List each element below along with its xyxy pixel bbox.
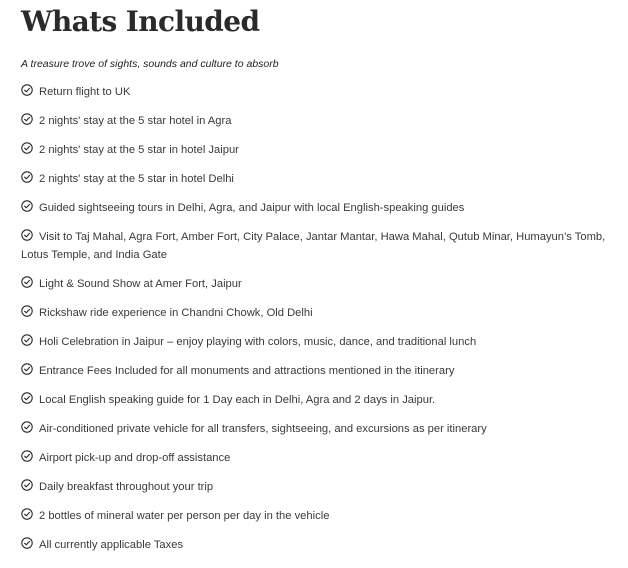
- list-item-text: All currently applicable Taxes: [39, 539, 184, 551]
- list-item: [21, 536, 625, 554]
- list-item: [21, 112, 625, 130]
- section-subtitle: A treasure trove of sights, sounds and culture to absorb: [21, 58, 279, 70]
- list-item-text: Rickshaw ride experience in Chandni Chowk, Old Delhi: [39, 307, 313, 319]
- check-circle-icon: [21, 537, 33, 549]
- list-item: [21, 275, 625, 293]
- list-item: [21, 228, 625, 264]
- list-item: [21, 199, 625, 217]
- list-item: [21, 478, 625, 496]
- section-title: Whats Included: [21, 5, 260, 38]
- check-circle-icon: [21, 171, 33, 183]
- list-item-text: Guided sightseeing tours in Delhi, Agra, and Jaipur with local English-speaking guides: [39, 202, 465, 214]
- check-circle-icon: [21, 84, 33, 96]
- check-circle-icon: [21, 421, 33, 433]
- list-item-text: 2 nights' stay at the 5 star in hotel Jaipur: [39, 144, 239, 156]
- check-circle-icon: [21, 392, 33, 404]
- list-item: [21, 449, 625, 467]
- check-circle-icon: [21, 508, 33, 520]
- list-item-text: Airport pick-up and drop-off assistance: [39, 452, 231, 464]
- list-item: [21, 507, 625, 525]
- list-item: [21, 83, 625, 101]
- included-list: [21, 83, 625, 565]
- check-circle-icon: [21, 200, 33, 212]
- list-item-text: Air-conditioned private vehicle for all transfers, sightseeing, and excursions as per itinerary: [39, 423, 487, 435]
- list-item-text: 2 bottles of mineral water per person per day in the vehicle: [39, 510, 330, 522]
- check-circle-icon: [21, 479, 33, 491]
- list-item: [21, 304, 625, 322]
- list-item: [21, 420, 625, 438]
- check-circle-icon: [21, 334, 33, 346]
- list-item: [21, 333, 625, 351]
- check-circle-icon: [21, 305, 33, 317]
- list-item-text: Daily breakfast throughout your trip: [39, 481, 214, 493]
- check-circle-icon: [21, 450, 33, 462]
- list-item-text: Visit to Taj Mahal, Agra Fort, Amber Fort, City Palace, Jantar Mantar, Hawa Mahal, Qutub Minar, Humayun’s Tomb, Lotus Temple, and India Gate: [21, 231, 606, 261]
- list-item-text: Light & Sound Show at Amer Fort, Jaipur: [39, 278, 242, 290]
- list-item-text: Entrance Fees Included for all monuments and attractions mentioned in the itinerary: [39, 365, 455, 377]
- list-item: [21, 141, 625, 159]
- check-circle-icon: [21, 276, 33, 288]
- list-item: [21, 391, 625, 409]
- check-circle-icon: [21, 142, 33, 154]
- check-circle-icon: [21, 229, 33, 241]
- check-circle-icon: [21, 363, 33, 375]
- list-item-text: Local English speaking guide for 1 Day each in Delhi, Agra and 2 days in Jaipur.: [39, 394, 436, 406]
- list-item: [21, 362, 625, 380]
- list-item-text: 2 nights' stay at the 5 star in hotel Delhi: [39, 173, 234, 185]
- list-item: [21, 170, 625, 188]
- list-item-text: Return flight to UK: [39, 86, 131, 98]
- list-item-text: Holi Celebration in Jaipur – enjoy playing with colors, music, dance, and traditional lunch: [39, 336, 477, 348]
- list-item-text: 2 nights' stay at the 5 star hotel in Agra: [39, 115, 232, 127]
- check-circle-icon: [21, 113, 33, 125]
